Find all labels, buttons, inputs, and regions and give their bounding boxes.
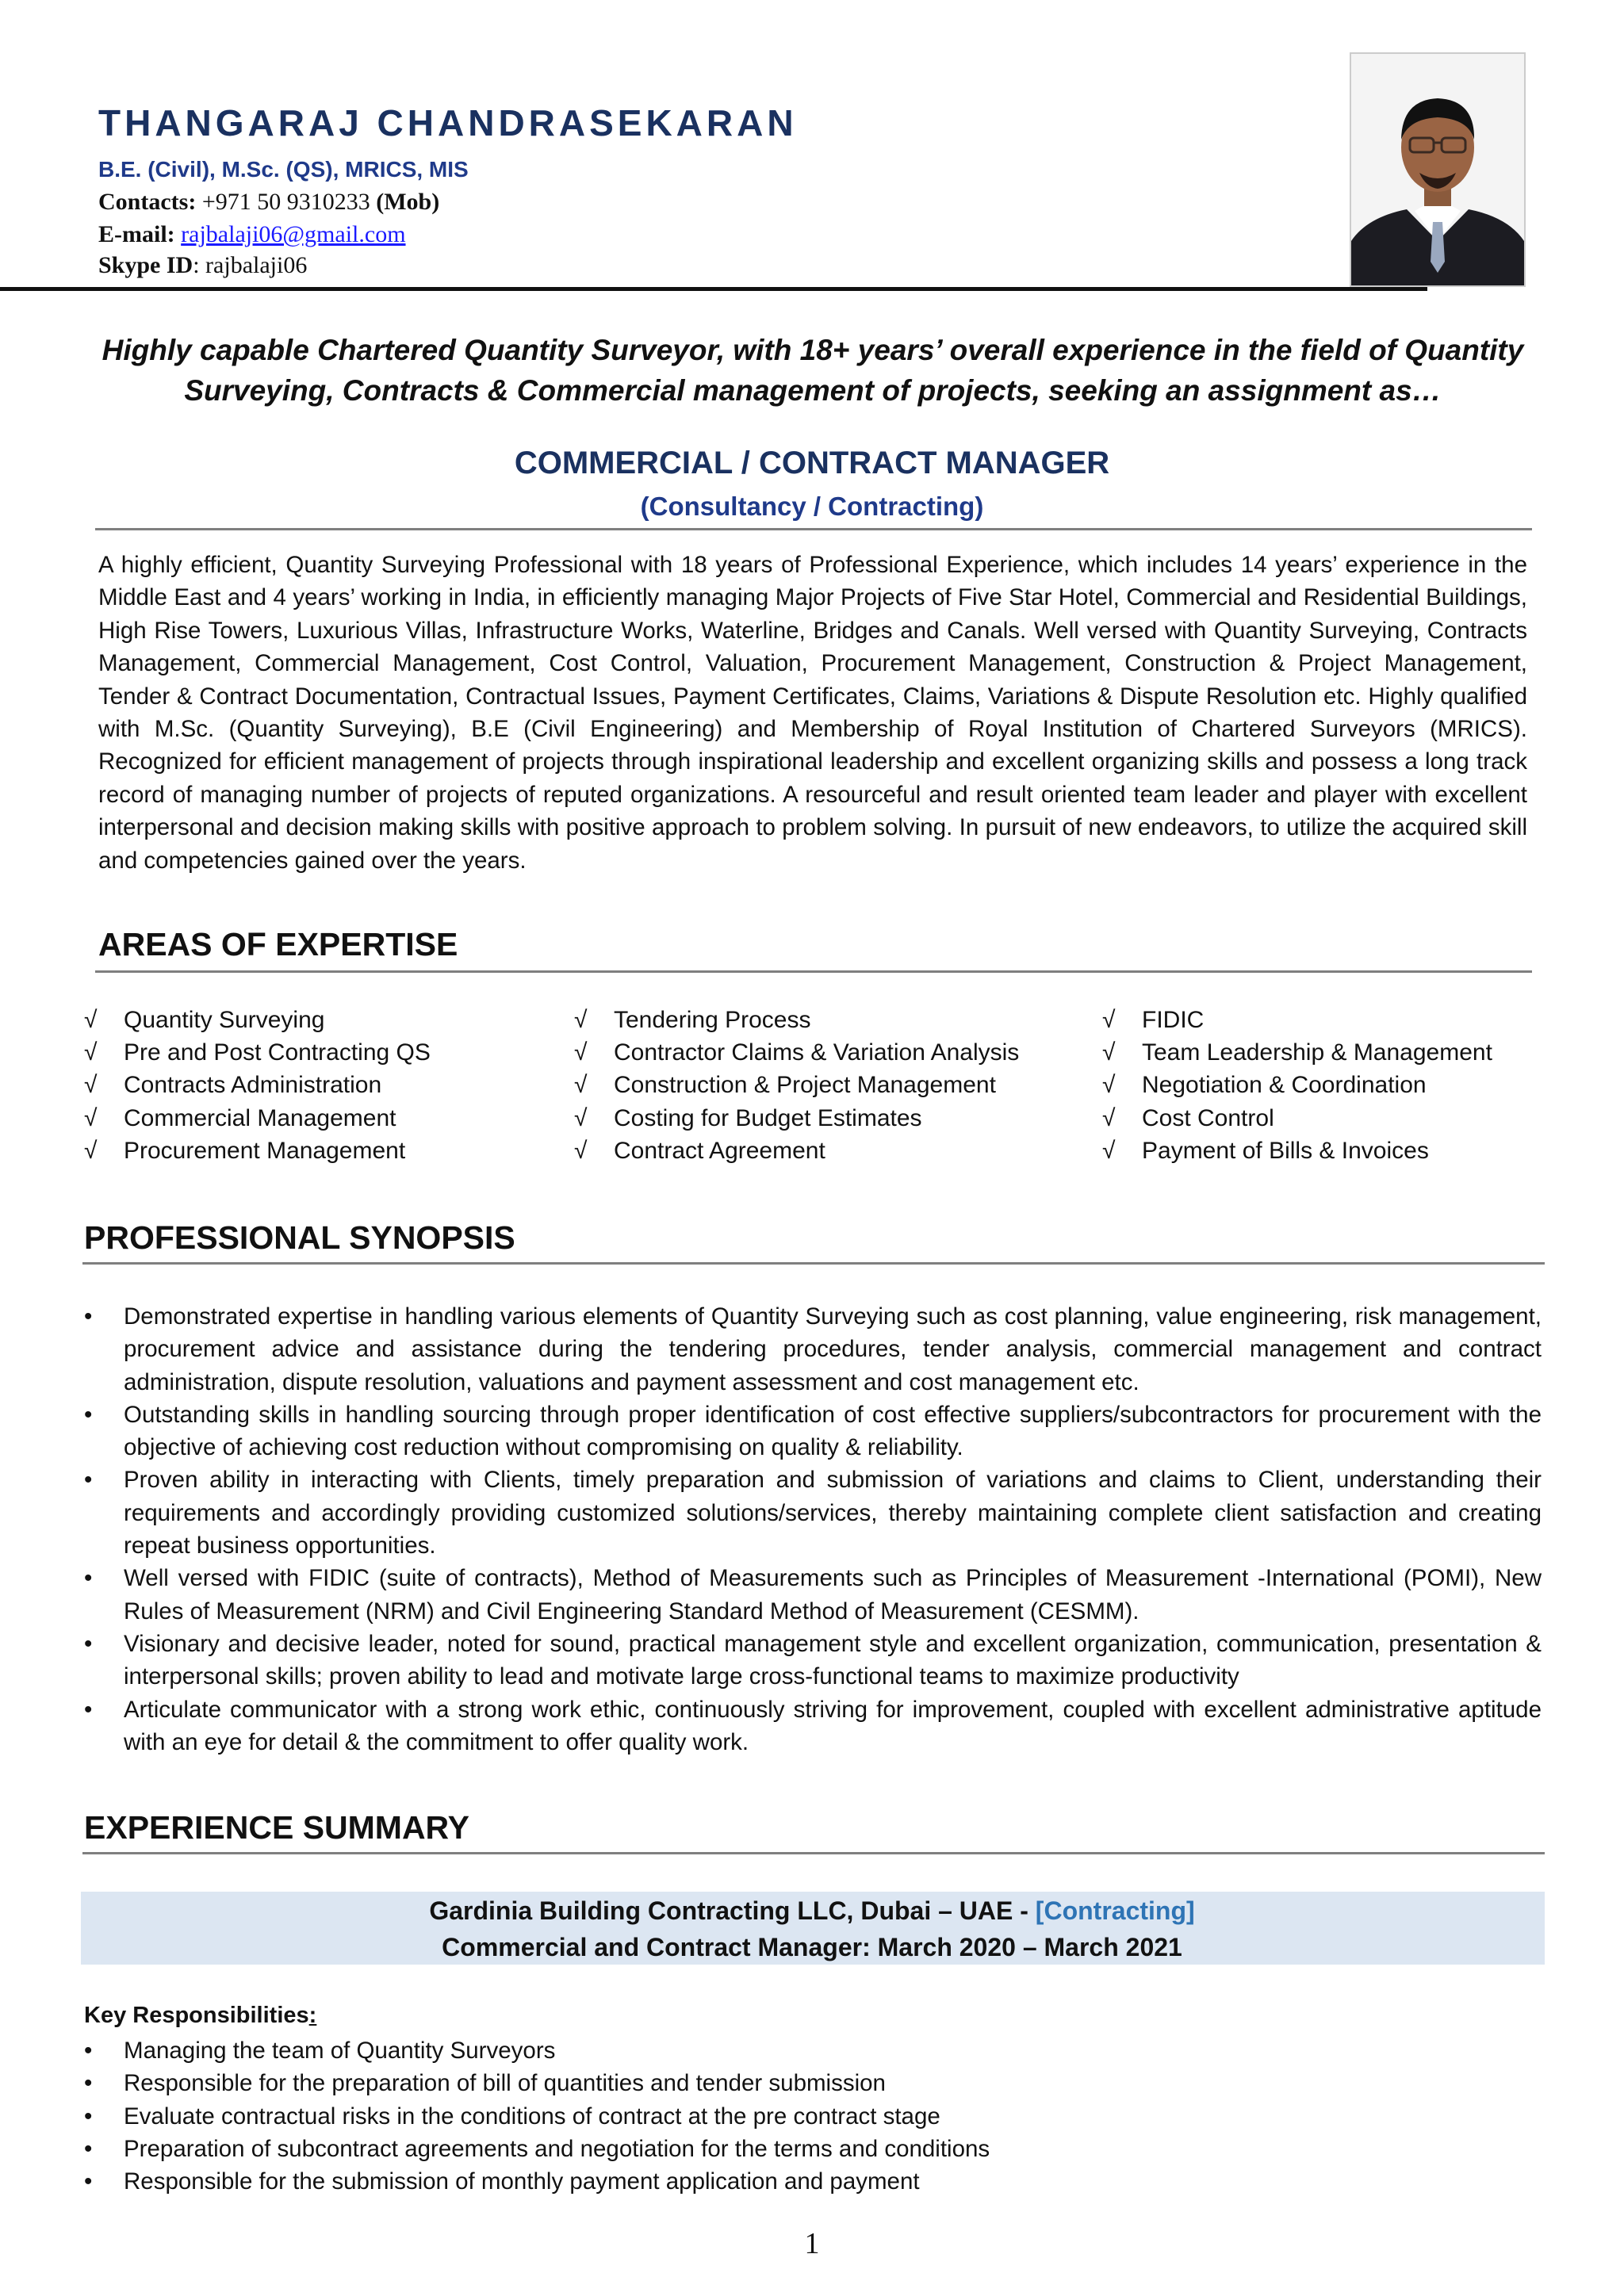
- expertise-item: √ Cost Control: [1102, 1102, 1492, 1135]
- skype-id: : rajbalaji06: [193, 252, 308, 278]
- candidate-name: THANGARAJ CHANDRASEKARAN: [98, 102, 798, 144]
- expertise-item: √ Team Leadership & Management: [1102, 1036, 1492, 1069]
- expertise-column-2: [574, 1004, 1019, 1167]
- professional-summary: A highly efficient, Quantity Surveying Professional with 18 years of Professional Experience, which includes 14 years’ experience in the Middle East and 4 years’ working in India, in efficiently managing Major Projects of Five Star Hotel, Commercial and Residential Buildings, High Rise Towers, Luxurious Villas, Infrastructure Works, Waterline, Bridges and Canals. Well versed with Quantity Surveying, Contracts Management, Commercial Management, Cost Control, Valuation, Procurement Management, Construction & Project Management, Tender & Contract Documentation, Contractual Issues, Payment Certificates, Claims, Variations & Dispute Resolution etc. Highly qualified with M.Sc. (Quantity Surveying), B.E (Civil Engineering) and Membership of Royal Institution of Chartered Surveyors (MRICS). Recognized for efficient management of projects through inspirational leadership and excellent organizing skills and possess a long track record of managing number of projects of reputed organizations. A resourceful and result oriented team leader and player with excellent interpersonal and decision making skills with positive approach to problem solving. In pursuit of new endeavors, to utilize the acquired skill and competencies gained over the years.: [98, 552, 1527, 874]
- synopsis-heading: PROFESSIONAL SYNOPSIS: [84, 1219, 515, 1256]
- header-divider: [0, 287, 1427, 291]
- skype-label: Skype ID: [98, 252, 193, 278]
- expertise-item: √ Costing for Budget Estimates: [574, 1102, 1019, 1135]
- key-responsibilities-label: Key Responsibilities:: [84, 2003, 317, 2028]
- check-icon: √: [574, 1104, 588, 1131]
- profile-photo: [1350, 52, 1526, 287]
- check-icon: √: [84, 1039, 98, 1066]
- objective-line-2: Surveying, Contracts & Commercial management of projects, seeking an assignment as…: [184, 374, 1442, 407]
- expertise-item: √ Payment of Bills & Invoices: [1102, 1135, 1492, 1167]
- synopsis-item: • Well versed with FIDIC (suite of contracts), Method of Measurements such as Principles of Measurement -International (POMI), New Rules of Measurement (NRM) and Civil Engineering Standard Method of Measurement (CESMM).: [82, 1562, 1542, 1628]
- expertise-item: √ Tendering Process: [574, 1004, 1019, 1036]
- responsibility-item: • Responsible for the preparation of bill of quantities and tender submission: [82, 2067, 1542, 2099]
- expertise-item: √ Contractor Claims & Variation Analysis: [574, 1036, 1019, 1069]
- email-line: [98, 221, 406, 248]
- career-objective: [87, 330, 1538, 411]
- check-icon: √: [574, 1007, 588, 1033]
- check-icon: √: [1102, 1072, 1116, 1099]
- bullet-icon: •: [84, 2135, 93, 2162]
- responsibility-item: • Evaluate contractual risks in the conditions of contract at the pre contract stage: [82, 2100, 1542, 2133]
- synopsis-divider: [82, 1262, 1545, 1265]
- check-icon: √: [84, 1104, 98, 1131]
- job-position: Commercial and Contract Manager: March 2020 – March 2021: [442, 1933, 1182, 1961]
- check-icon: √: [574, 1137, 588, 1164]
- responsibilities-list: [82, 2034, 1542, 2198]
- check-icon: √: [1102, 1137, 1116, 1164]
- experience-heading: EXPERIENCE SUMMARY: [84, 1809, 469, 1846]
- check-icon: √: [84, 1072, 98, 1099]
- bullet-icon: •: [84, 1630, 93, 1657]
- synopsis-item: • Articulate communicator with a strong work ethic, continuously striving for improvement, coupled with excellent administrative aptitude with an eye for detail & the commitment to offer quality work.: [82, 1693, 1542, 1759]
- responsibility-item: • Responsible for the submission of monthly payment application and payment: [82, 2165, 1542, 2198]
- company-type: [Contracting]: [1035, 1896, 1195, 1925]
- expertise-column-1: [84, 1004, 431, 1167]
- target-role-subtitle: (Consultancy / Contracting): [640, 492, 984, 521]
- qualifications: B.E. (Civil), M.Sc. (QS), MRICS, MIS: [98, 157, 469, 182]
- contact-line: [98, 189, 439, 216]
- role-divider: [95, 528, 1532, 530]
- expertise-column-3: [1102, 1004, 1492, 1167]
- contacts-label: Contacts:: [98, 189, 197, 215]
- check-icon: √: [574, 1039, 588, 1066]
- bullet-icon: •: [84, 2103, 93, 2130]
- bullet-icon: •: [84, 2038, 93, 2064]
- check-icon: √: [574, 1072, 588, 1099]
- person-portrait-icon: [1351, 54, 1524, 285]
- expertise-item: √ Contracts Administration: [84, 1069, 431, 1101]
- check-icon: √: [84, 1137, 98, 1164]
- synopsis-item: • Demonstrated expertise in handling various elements of Quantity Surveying such as cost planning, value engineering, risk management, procurement advice and assistance during the tendering procedures, tender analysis, commercial management and contract administration, dispute resolution, valuations and payment assessment and cost management etc.: [82, 1300, 1542, 1399]
- phone-number: +971 50 9310233: [201, 189, 370, 215]
- check-icon: √: [1102, 1039, 1116, 1066]
- job-company-line: [0, 1896, 1624, 1926]
- page-number: 1: [804, 2227, 820, 2260]
- bullet-icon: •: [84, 1467, 93, 1494]
- check-icon: √: [1102, 1007, 1116, 1033]
- bullet-icon: •: [84, 2168, 93, 2195]
- expertise-item: √ Pre and Post Contracting QS: [84, 1036, 431, 1069]
- expertise-item: √ Contract Agreement: [574, 1135, 1019, 1167]
- expertise-item: √ Commercial Management: [84, 1102, 431, 1135]
- phone-type: (Mob): [376, 189, 440, 215]
- responsibility-item: • Preparation of subcontract agreements and negotiation for the terms and conditions: [82, 2133, 1542, 2165]
- expertise-item: √ Quantity Surveying: [84, 1004, 431, 1036]
- check-icon: √: [1102, 1104, 1116, 1131]
- expertise-heading: AREAS OF EXPERTISE: [98, 926, 458, 962]
- objective-line-1: Highly capable Chartered Quantity Surveyor, with 18+ years’ overall experience in the field of Quantity: [102, 334, 1524, 366]
- email-label: E-mail:: [98, 221, 175, 247]
- bullet-icon: •: [84, 1696, 93, 1723]
- expertise-divider: [95, 970, 1532, 973]
- synopsis-list: [82, 1300, 1542, 1758]
- bullet-icon: •: [84, 1401, 93, 1428]
- synopsis-item: • Visionary and decisive leader, noted for sound, practical management style and excellent organization, communication, presentation & interpersonal skills; proven ability to lead and motivate large cross-functional teams to maximize productivity: [82, 1628, 1542, 1693]
- responsibility-item: • Managing the team of Quantity Surveyors: [82, 2034, 1542, 2067]
- skype-line: [98, 252, 307, 279]
- company-name: Gardinia Building Contracting LLC, Dubai – UAE -: [429, 1896, 1036, 1925]
- synopsis-item: • Outstanding skills in handling sourcing through proper identification of cost effective suppliers/subcontractors for procurement with the objective of achieving cost reduction without compromising on quality & reliability.: [82, 1399, 1542, 1464]
- bullet-icon: •: [84, 1565, 93, 1592]
- bullet-icon: •: [84, 2070, 93, 2097]
- experience-divider: [82, 1852, 1545, 1854]
- bullet-icon: •: [84, 1303, 93, 1330]
- expertise-item: √ Construction & Project Management: [574, 1069, 1019, 1101]
- synopsis-item: • Proven ability in interacting with Clients, timely preparation and submission of variations and claims to Client, understanding their requirements and accordingly providing customized solutions/services, thereby maintaining complete client satisfaction and creating repeat business opportunities.: [82, 1464, 1542, 1562]
- check-icon: √: [84, 1007, 98, 1033]
- email-link[interactable]: rajbalaji06@gmail.com: [181, 221, 406, 247]
- expertise-item: √ Procurement Management: [84, 1135, 431, 1167]
- target-role-title: COMMERCIAL / CONTRACT MANAGER: [514, 446, 1110, 480]
- expertise-item: √ Negotiation & Coordination: [1102, 1069, 1492, 1101]
- expertise-item: √ FIDIC: [1102, 1004, 1492, 1036]
